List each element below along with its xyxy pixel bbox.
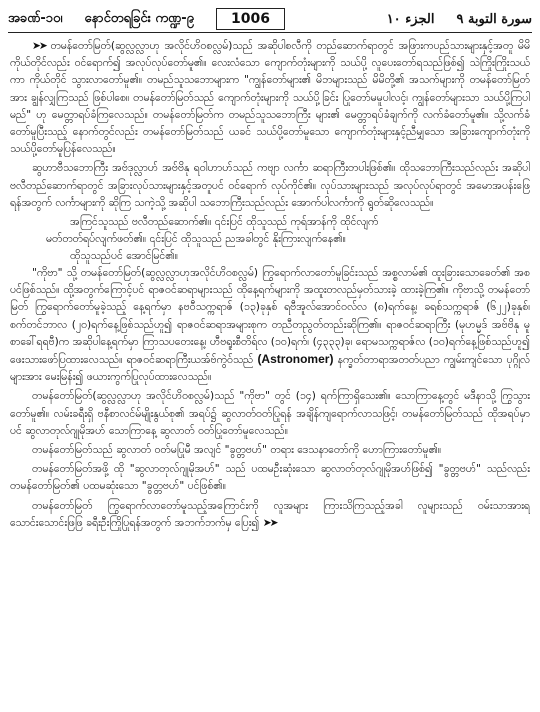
paragraph-7 <box>10 498 530 532</box>
paragraph-2: ဆွဟာဗီသဘောကြီး အဗ်ဒုလ္လာဟ် အဗ်ဗိနု ရဝါဟာဟ်သည် ကဗျာ လင်္ကာ ဆရာကြီးတပါးဖြစ်၏။ ထိုသဘောကြီးသည်လည်း အဆိုပါ ဗလီတည်ဆောက်ရာတွင် အခြားလုပ်သားများနှင့်အတူပင် ဝင်ရောက် လုပ်ကိုင်၏။ လုပ်သားများသည် အလုပ်လုပ်ရာတွင် အမောအပန်းဖြေရန်အတွက် လင်္ကာများကို ဆိုကြ သကဲ့သို့ အဆိုပါ သဘောကြီးသည်လည်း အောက်ပါလင်္ကာကို ရွတ်ဆိုလေသည်။ <box>10 162 530 209</box>
paragraph-1 <box>10 38 530 158</box>
continuation-arrow-icon: ➤➤ <box>32 40 46 52</box>
header-left <box>8 8 285 30</box>
surah-label: سورة التوبة ٩ <box>456 11 532 27</box>
paragraph-4: တမန်တော်မြတ်(ဆွလ္လလ္လာဟု အလိုင်ဟိဝစလ္လမ်)သည် "ကိုဗာ" တွင် (၁၄) ရက်ကြာရှိသေး၏။ သောကြာနေ့တွင် မဒီနာသို့ ကြွသွားတော်မူ၏။ လမ်းခရီးရှိ ဗနီစာလင်မ်မျိုးနွယ်စု၏ အရပ်၌ ဆွလာတ်ဝတ်ပြုရန် အချိန်ကျရောက်လာသဖြင့်၊ တမန်တော်မြတ်သည် ထိုအရပ်မှာပင် ဆွလာတုလ်ဂျုမိုအဟ် သောကြာနေ့ ဆွလာတ် ဝတ်ပြုတော်မူလေသည်။ <box>10 390 530 437</box>
paragraph-5: တမန်တော်မြတ်သည် ဆွလာတ် ဝတ်မပြုမီ အလျင် "ခွတ္တဗဟ်" တရား ဒေသနာတော်ကို ဟောကြားတော်မူ၏။ <box>32 444 442 457</box>
header-right <box>387 12 532 27</box>
paragraph-1-text: တမန်တော်မြတ်(ဆွလ္လလ္လာဟု အလိုင်ဟိဝစလ္လမ်)သည် အဆိုပါစလီကို တည်ဆောက်ရာတွင် အဖြားကပည်သားများနှင့်အတူ မိမိကိုယ်တိုင်လည်း ဝင်ရောက်၍ အလုပ်လုပ်တော်မူ၏။ လေးလံသော ကျောက်တုံးများကို သယ်ပို့ လူပေးတော်ရသည်ဖြစ်၍ သဲကြိုးကြိုးသယ်ကာ ကိုယ်တိုင် သွားလာတော်မူ၏။ တမည်သူသဘောများက "ကျွန်တော်များ၏ မိဘများသည် မိမိတို့၏ အသက်များကို တမန်တော်မြတ်အား ချွန်လျှကြသည် ဖြစ်ပါစေ။ တမန်တော်မြတ်သည် ကျောက်တုံးများကို သယ်ပို့ခြင်း ပြုတော်မမူပါလင့်၊ ကျွန်တော်များသာ သယ်ပို့ကြပါမည်" ဟု မေတ္တာရပ်ခံကြလေသည်။ တမန်တော်မြတ်က တမည်သူသဘောကြီး များ၏ မေတ္တာရပ်ခံချက်ကို လက်ခံတော်မူ၏။ သို့လက်ခံတော်မူပြီးသည့် နောက်တွင်လည်း တမန်တော်မြတ်သည် ယခင် သယ်ပို့တော်မူသော ကျောက်တုံးများနှင့်ညီမျှသော အခြားကျောက်တုံးကို သယ်ပို့တော်မူပြန်လေသည်။ <box>10 40 530 156</box>
paragraph-7-text: တမန်တော်မြတ် ကြွရောက်လာတော်မူသည့်အကြောင်းကို လူအများ ကြားသိကြသည့်အခါ လူများသည် ဝမ်းသာအားရ သောင်းသောင်းဖြဖြ ခရီးဦးကြိုပြုရန်အတွက် အဘက်ဘက်မှ ပြေး၍ <box>10 499 530 529</box>
page-number: 1006 <box>216 8 285 30</box>
verse-line-1: အကြင်သူသည် ဗလီတည်ဆောက်၏။ ၎င်းပြင် ထိုသူသည် ကုရ်အာန်ကို ထိုင်လျက် <box>70 216 379 229</box>
astronomer-term: (Astronomer) <box>257 352 334 367</box>
juz-label: الجزء ١٠ <box>386 11 435 27</box>
chapter-label: အခဏ်-၁၀၊ <box>8 10 63 26</box>
paragraph-3-text: "ကိုဗာ" သို့ တမန်တော်မြတ်(ဆွလ္လလ္လာဟုအလိုင်ဟိဝစလ္လမ်) ကြွရောက်လာတော်မူခြင်းသည် အစ္စလာမ်၏ ထူးခြားသောခေတ်၏ အစပင်ဖြစ်သည်။ ထို့အတွက်ကြောင့်ပင် ရာဇဝင်ဆရာများသည် ထိုနေ့ရက်များကို အထူးတလည်မှတ်သားခဲ့ ထားခဲ့ကြ၏။ ကိုဗာသို့ တမန်တော်မြတ် ကြွရောက်တော်မူခဲ့သည့် နေ့ရက်မှာ နဗဝီသက္ကရာဇ် (၁၃)ခုနှစ် ရဗီအူလ်အောင်ဝလ်လ (၈)ရက်နေ့၊ ခရစ်သက္ကရာဇ် (၆၂၂)ခုနှစ်၊ စက်တင်ဘာလ (၂၀)ရက်နေ့ဖြစ်သည်ဟူ၍ ရာဇဝင်ဆရာအများစုက တညီတညွတ်တည်းဆိုကြ၏။ ရာဇဝင်ဆရာကြီး (မုဟမ္မဒ် အဗ်ဗိနု မူစာခေါ်ရရဗီ)က အဆိုပါနေ့ရက်မှာ ကြာသပတေးနေ့၊ ဟီဗရူးစီတိရ်လ (၁၀)ရက်၊ (၄၃၃၃)ခု၊ ရောမသက္ကရာဇ်လ (၁၀)ရက်နေ့ဖြစ်သည်ဟူ၍ ဖေးသားဖော်ပြထားလေသည်။ ရာဇဝင်ဆရာကြီးယအ်ဗ်ကွဲဝ်သည် <box>10 267 530 367</box>
verse-line-3: ထိုသူသည်ပင် အောင်မြင်၏။ <box>70 250 178 263</box>
verse-line-2: မတ်တတ်ရပ်လျက်ဖတ်၏။ ၎င်းပြင် ထိုသူသည် ညအခါတွင် နိုးကြားလျက်နေ၏။ <box>46 233 346 246</box>
page-content <box>10 38 530 708</box>
page-header <box>8 6 532 33</box>
paragraph-3 <box>10 265 530 386</box>
continue-arrow-icon: ➤➤ <box>262 516 277 529</box>
paragraph-6: တမန်တော်မြတ်အဖို့ ထို "ဆွလာတုလ်ဂျုမိုအဟ်" သည် ပထမဦးဆုံးသော ဆွလာတ်တုလ်ဂျုမိုအဟ်ဖြစ်၍ "ခွတ္တဗဟ်" သည်လည်း တမန်တော်မြတ်၏ ပထမဆုံးသော "ခွတ္တဗဟ်" ပင်ဖြစ်၏။ <box>10 463 530 493</box>
section-label: နောင်တရခြင်း ကဏ္ဍ-၉ <box>84 10 194 26</box>
paragraph-3-cont: နက္ခတ်တာရာအတတ်ပညာ ကျွမ်းကျင်သော ပုဂ္ဂိုလ်များအား မေးမြန်း၍ ဖယားကွက်ပြုလုပ်ထားလေသည်။ <box>10 354 530 384</box>
